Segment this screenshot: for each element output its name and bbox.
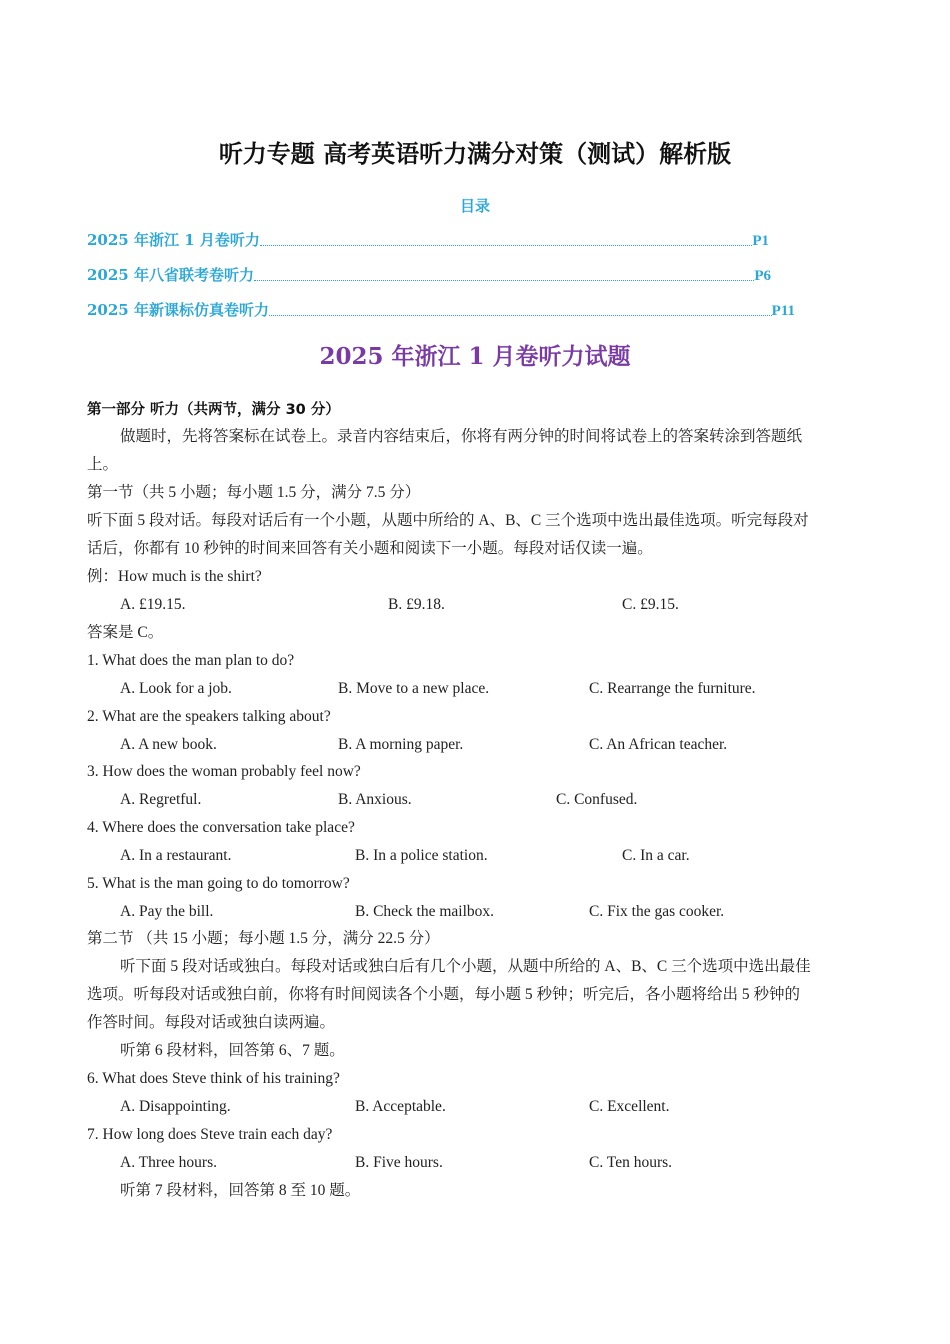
toc-entry[interactable] xyxy=(87,229,769,250)
toc-leader-dots xyxy=(254,279,754,281)
question-4: 4. Where does the conversation take place? xyxy=(87,819,355,836)
question-3: 3. How does the woman probably feel now? xyxy=(87,763,361,780)
option-c: C. Confused. xyxy=(556,791,638,808)
instructions-text: 做题时，先将答案标在试卷上。录音内容结束后，你将有两分钟的时间将试卷上的答案转涂到答题纸 xyxy=(120,428,803,445)
option-c: C. In a car. xyxy=(622,847,690,864)
option-a: A. Regretful. xyxy=(120,791,202,808)
option-a: A. Look for a job. xyxy=(120,680,232,697)
material-note: 听第 7 段材料，回答第 8 至 10 题。 xyxy=(120,1182,361,1199)
example-question: 例：How much is the shirt? xyxy=(87,568,262,585)
material-note: 听第 6 段材料，回答第 6、7 题。 xyxy=(120,1042,345,1059)
toc-entry-page: P11 xyxy=(771,303,795,319)
option-a: A. Disappointing. xyxy=(120,1098,231,1115)
toc-entry-label: 2025 年八省联考卷听力 xyxy=(87,266,254,284)
option-b: B. Anxious. xyxy=(338,791,412,808)
toc-entry[interactable] xyxy=(87,264,771,285)
toc-heading: 目录 xyxy=(459,197,490,215)
instructions-text: 话后，你都有 10 秒钟的时间来回答有关小题和阅读下一小题。每段对话仅读一遍。 xyxy=(87,540,653,557)
instructions-text: 听下面 5 段对话或独白。每段对话或独白后有几个小题，从题中所给的 A、B、C 三个选项中选出最佳 xyxy=(120,958,811,975)
part-heading: 第一部分 听力（共两节，满分 30 分） xyxy=(87,402,340,418)
question-6: 6. What does Steve think of his training? xyxy=(87,1070,340,1087)
instructions-text: 听下面 5 段对话。每段对话后有一个小题，从题中所给的 A、B、C 三个选项中选出最佳选项。听完每段对 xyxy=(87,512,809,529)
section-heading: 第一节（共 5 小题；每小题 1.5 分，满分 7.5 分） xyxy=(87,484,421,501)
document-title: 听力专题 高考英语听力满分对策（测试）解析版 xyxy=(218,140,732,168)
option-a: A. A new book. xyxy=(120,736,217,753)
instructions-text: 上。 xyxy=(87,456,119,473)
option-b: B. In a police station. xyxy=(355,847,488,864)
toc-entry-page: P1 xyxy=(752,233,769,249)
example-answer: 答案是 C。 xyxy=(87,624,164,641)
option-c: C. Excellent. xyxy=(589,1098,670,1115)
option-b: B. Check the mailbox. xyxy=(355,903,495,920)
option-c: C. £9.15. xyxy=(622,596,679,613)
question-1: 1. What does the man plan to do? xyxy=(87,652,295,669)
option-c: C. Ten hours. xyxy=(589,1154,673,1171)
section-heading: 第二节 （共 15 小题；每小题 1.5 分，满分 22.5 分） xyxy=(87,930,440,947)
question-2: 2. What are the speakers talking about? xyxy=(87,708,331,725)
option-a: A. £19.15. xyxy=(120,596,186,613)
option-c: C. An African teacher. xyxy=(589,736,728,753)
toc-entry-label: 2025 年浙江 1 月卷听力 xyxy=(87,231,260,249)
option-b: B. Five hours. xyxy=(355,1154,443,1171)
instructions-text: 选项。听每段对话或独白前，你将有时间阅读各个小题，每小题 5 秒钟；听完后，各小题将给出 5 秒钟的 xyxy=(87,986,801,1003)
option-a: A. Pay the bill. xyxy=(120,903,214,920)
option-b: B. A morning paper. xyxy=(338,736,464,753)
toc-entry[interactable] xyxy=(87,299,795,320)
instructions-text: 作答时间。每段对话或独白读两遍。 xyxy=(87,1014,336,1031)
option-b: B. Move to a new place. xyxy=(338,680,490,697)
option-c: C. Rearrange the furniture. xyxy=(589,680,756,697)
option-a: A. In a restaurant. xyxy=(120,847,232,864)
option-b: B. Acceptable. xyxy=(355,1098,446,1115)
option-c: C. Fix the gas cooker. xyxy=(589,903,725,920)
question-5: 5. What is the man going to do tomorrow? xyxy=(87,875,350,892)
option-b: B. £9.18. xyxy=(388,596,445,613)
toc-entry-page: P6 xyxy=(754,268,771,284)
toc-leader-dots xyxy=(269,314,772,316)
section-title: 2025 年浙江 1 月卷听力试题 xyxy=(319,343,631,370)
question-7: 7. How long does Steve train each day? xyxy=(87,1126,333,1143)
option-a: A. Three hours. xyxy=(120,1154,217,1171)
toc-entry-label: 2025 年新课标仿真卷听力 xyxy=(87,301,269,319)
toc-leader-dots xyxy=(260,244,752,246)
